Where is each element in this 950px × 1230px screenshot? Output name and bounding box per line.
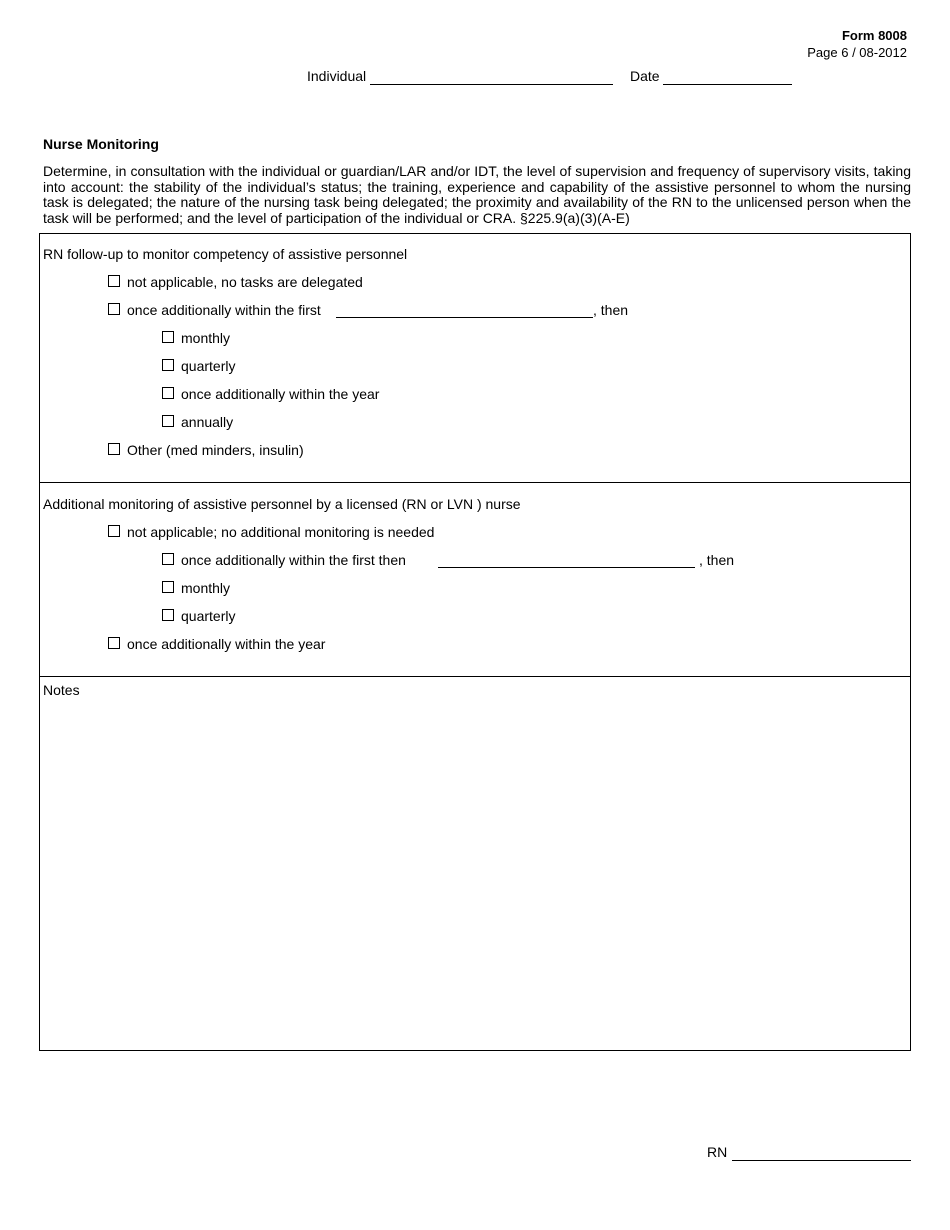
rn-monthly-checkbox[interactable] bbox=[162, 331, 174, 343]
rn-once-year-label: once additionally within the year bbox=[181, 386, 380, 402]
form-number: Form 8008 bbox=[841, 28, 907, 43]
add-once-first-period-field[interactable] bbox=[438, 567, 695, 568]
add-not-applicable-checkbox[interactable] bbox=[108, 525, 120, 537]
date-label: Date bbox=[630, 68, 660, 84]
section-divider bbox=[39, 482, 911, 483]
rn-other-label: Other (med minders, insulin) bbox=[127, 442, 304, 458]
rn-once-first-label: once additionally within the first bbox=[127, 302, 321, 318]
add-once-year-checkbox[interactable] bbox=[108, 637, 120, 649]
add-quarterly-label: quarterly bbox=[181, 608, 236, 624]
add-once-first-label: once additionally within the first then bbox=[181, 552, 406, 568]
section-title: Nurse Monitoring bbox=[43, 136, 159, 152]
add-quarterly-checkbox[interactable] bbox=[162, 609, 174, 621]
add-once-first-checkbox[interactable] bbox=[162, 553, 174, 565]
add-then-label: , then bbox=[699, 552, 735, 568]
rn-other-checkbox[interactable] bbox=[108, 443, 120, 455]
add-monthly-checkbox[interactable] bbox=[162, 581, 174, 593]
rn-once-year-checkbox[interactable] bbox=[162, 387, 174, 399]
rn-once-first-period-field[interactable] bbox=[336, 317, 593, 318]
rn-signature-field[interactable] bbox=[732, 1160, 911, 1161]
date-field[interactable] bbox=[663, 84, 792, 85]
rn-followup-heading: RN follow-up to monitor competency of assistive personnel bbox=[43, 246, 408, 262]
add-not-applicable-label: not applicable; no additional monitoring is needed bbox=[127, 524, 435, 540]
rn-annually-label: annually bbox=[181, 414, 234, 430]
rn-annually-checkbox[interactable] bbox=[162, 415, 174, 427]
rn-quarterly-label: quarterly bbox=[181, 358, 236, 374]
rn-signature-label: RN bbox=[707, 1144, 728, 1160]
additional-monitoring-heading: Additional monitoring of assistive personnel by a licensed (RN or LVN ) nurse bbox=[43, 496, 521, 512]
individual-label: Individual bbox=[307, 68, 367, 84]
rn-then-label: , then bbox=[593, 302, 629, 318]
notes-label: Notes bbox=[43, 682, 80, 698]
rn-not-applicable-label: not applicable, no tasks are delegated bbox=[127, 274, 363, 290]
notes-area[interactable] bbox=[40, 700, 910, 1050]
notes-divider bbox=[39, 676, 911, 677]
add-once-year-label: once additionally within the year bbox=[127, 636, 326, 652]
page-info: Page 6 / 08-2012 bbox=[807, 45, 907, 60]
rn-not-applicable-checkbox[interactable] bbox=[108, 275, 120, 287]
section-description: Determine, in consultation with the individual or guardian/LAR and/or IDT, the level of supervision and frequency of supervisory visits, taking into account: the stability of the individual’s status; the training, experience and capability of the assistive personnel to whom the nursing task is delegated; the nature of the nursing task being delegated; the proximity and availability of the RN to the unlicensed person when the task will be performed; and the level of participation of the individual or CRA. §225.9(a)(3)(A-E) bbox=[43, 163, 911, 226]
rn-once-first-checkbox[interactable] bbox=[108, 303, 120, 315]
add-monthly-label: monthly bbox=[181, 580, 231, 596]
rn-quarterly-checkbox[interactable] bbox=[162, 359, 174, 371]
individual-field[interactable] bbox=[370, 84, 613, 85]
rn-monthly-label: monthly bbox=[181, 330, 231, 346]
